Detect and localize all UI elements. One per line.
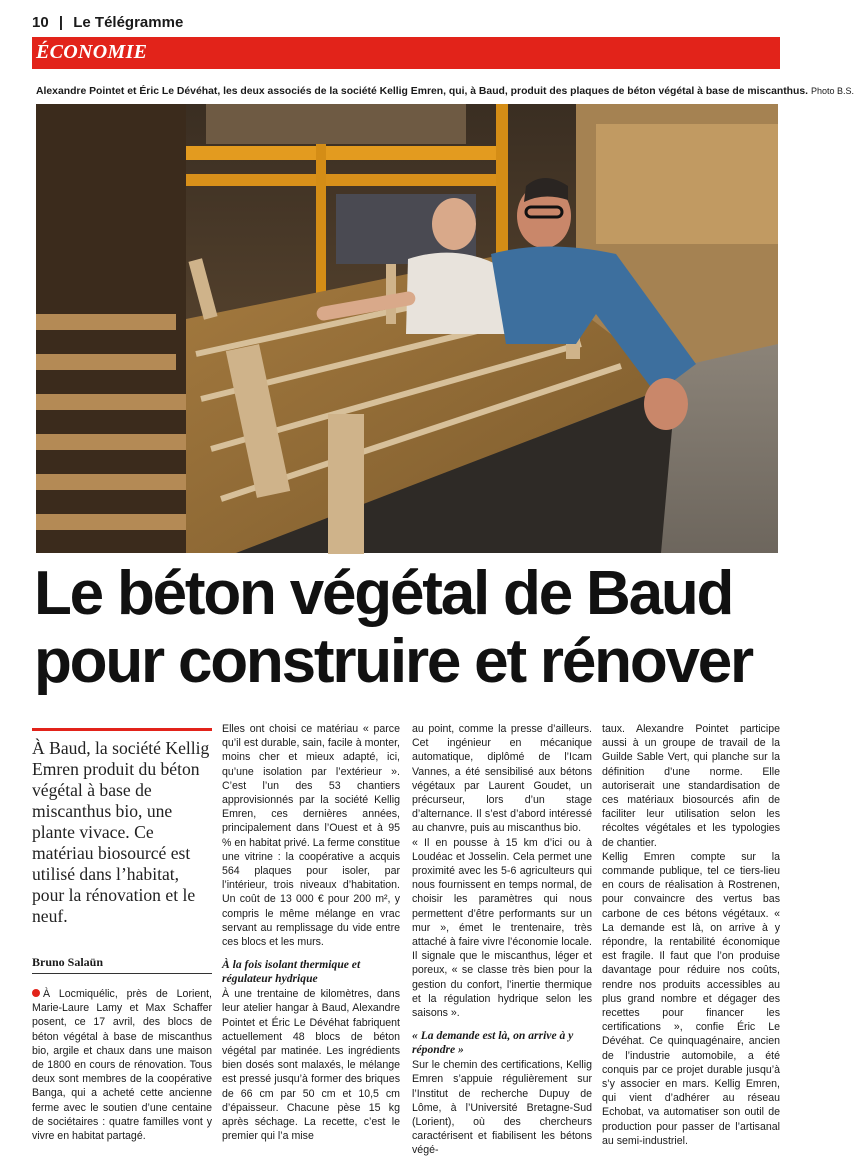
article-column-2 [222,722,400,1143]
article-column-4 [602,722,780,1148]
subheading-1: À la fois isolant thermique et régulateur hydrique [222,958,361,985]
lead-rule [32,728,212,731]
header-separator: | [58,14,64,31]
subheading-2: « La demande est là, on arrive à y répondre » [412,1029,574,1056]
photo-caption [36,84,854,99]
section-band [32,37,780,69]
article-photo [36,104,778,553]
headline [34,560,784,696]
paragraph-3: À une trentaine de kilomètres, dans leur atelier hangar à Baud, Alexandre Pointet et Éric Le Dévéhat fabriquent actuellement 48 blocs de béton végétal par matinée. Les ingrédients bien dosés sont malaxés, le mélange est pressé jusqu’à former des briques de 66 cm par 50 cm et 10,5 cm d’épaisseur. Chacune pèse 15 kg après séchage. La recette, c’est le premier qui l’a mise [222,988,400,1143]
bullet-dot-icon [32,989,40,997]
lead-paragraph: À Baud, la société Kellig Emren produit du béton végétal à base de miscanthus bio, une plante vivace. Ce matériau biosourcé est utilisé dans l’habitat, pour la rénovation et le neuf. [32,738,210,926]
headline-line-2: pour construire et rénover [34,627,752,696]
byline: Bruno Salaün [32,955,212,974]
paragraph-1: À Locmiquélic, près de Lorient, Marie-Laure Lamy et Max Schaffer posent, ce 17 avril, des blocs de béton végétal à base de miscanthus bio, argile et chaux dans une maison de 1800 en cours de rénovation. Tous deux sont membres de la coopérative Banga, qui a acheté cette ancienne ferme avec le soutien d’une centaine de sociétaires : quatre familles vont y vivre en habitat partagé. [32,988,212,1143]
paragraph-2: Elles ont choisi ce matériau « parce qu’il est durable, sain, facile à monter, moins cher et mieux adapté, ici, qu’une isolation par l’extérieur ». C’est l’un des 53 chantiers approvisionnés par la société Kellig Emren, ces dernières années, principalement dans l’Ouest et à 95 % en habitat privé. La ferme constitue une vitrine : la coopérative a acquis 564 plaques pour isoler, par l’intérieur, trois niveaux d’habitation. Un coût de 13 000 € pour 200 m², y compris le même mélange en vrac servant au remplissage du vide entre ces blocs et les murs. [222,723,400,949]
paragraph-8: Kellig Emren compte sur la commande publique, tel ce tiers-lieu en cours de réalisation à Rostrenen, pour convaincre des vertus bas carbone de ces bétons végétaux. « La demande est là, on arrive à y répondre, la rentabilité économique est fragile. Il faut que l’on produise davantage pour réduire nos coûts, rendre nos produits accessibles au plus grand nombre et dégager des recettes pour financer les certifications », confie Éric Le Dévéhat. Ce quinquagénaire, ancien de l’industrie automobile, a été conquis par ce projet durable jusqu’à s’y associer en mars. Kellig Emren, qui vient d’adhérer au réseau Echobat, va automatiser son outil de production pour passer de l’artisanal au semi-industriel. [602,850,780,1147]
publication-name: Le Télégramme [73,14,184,31]
headline-line-1: Le béton végétal de Baud [34,559,733,628]
article-column-3 [412,722,592,1158]
caption-text: Alexandre Pointet et Éric Le Dévéhat, les deux associés de la société Kellig Emren, qui, à Baud, produit des plaques de béton végétal à base de miscanthus. [36,86,809,97]
paragraph-7: taux. Alexandre Pointet participe aussi à un groupe de travail de la Guilde Sable Vert, qui planche sur la définition d’une norme. Elle autoriserait une standardisation de ces matériaux biosourcés afin de faciliter leur utilisation selon les récoltes végétales et les typologies de chantier. [602,723,780,849]
article-column-1 [32,987,212,1143]
page-number: 10 [32,14,49,31]
paragraph-4: au point, comme la presse d’ailleurs. Cet ingénieur en mécanique automatique, diplômé de l’Icam Vannes, a été sensibilisé aux bétons végétaux par Laurent Goudet, un précurseur, lors d’un stage d’alternance. Il s’est d’abord intéressé au chanvre, puis au miscanthus bio. [412,723,592,835]
photo-credit: Photo B.S. [810,86,854,96]
section-title: ÉCONOMIE [36,41,148,63]
workshop-photo-illustration [36,104,778,553]
page-header [32,14,768,36]
paragraph-6: Sur le chemin des certifications, Kellig Emren s’appuie régulièrement sur l’Institut de recherche Dupuy de Lôme, à l’Université Bretagne-Sud (Lorient), où des chercheurs caractérisent et fiabilisent les bétons végé- [412,1059,592,1157]
paragraph-5: « Il en pousse à 15 km d’ici ou à Loudéac et Josselin. Cela permet une proximité avec les 5-6 agriculteurs qui nous fournissent en temps normal, de choisir les paramètres qui nous permettent d’être performants sur un mur », émet le trentenaire, très attaché à faire vivre l’économie locale. Il signale que le miscanthus, léger et poreux, « se classe très bien pour la gestion du confort, l’inertie thermique et la régulation hydrique selon les saisons ». [412,836,592,1020]
